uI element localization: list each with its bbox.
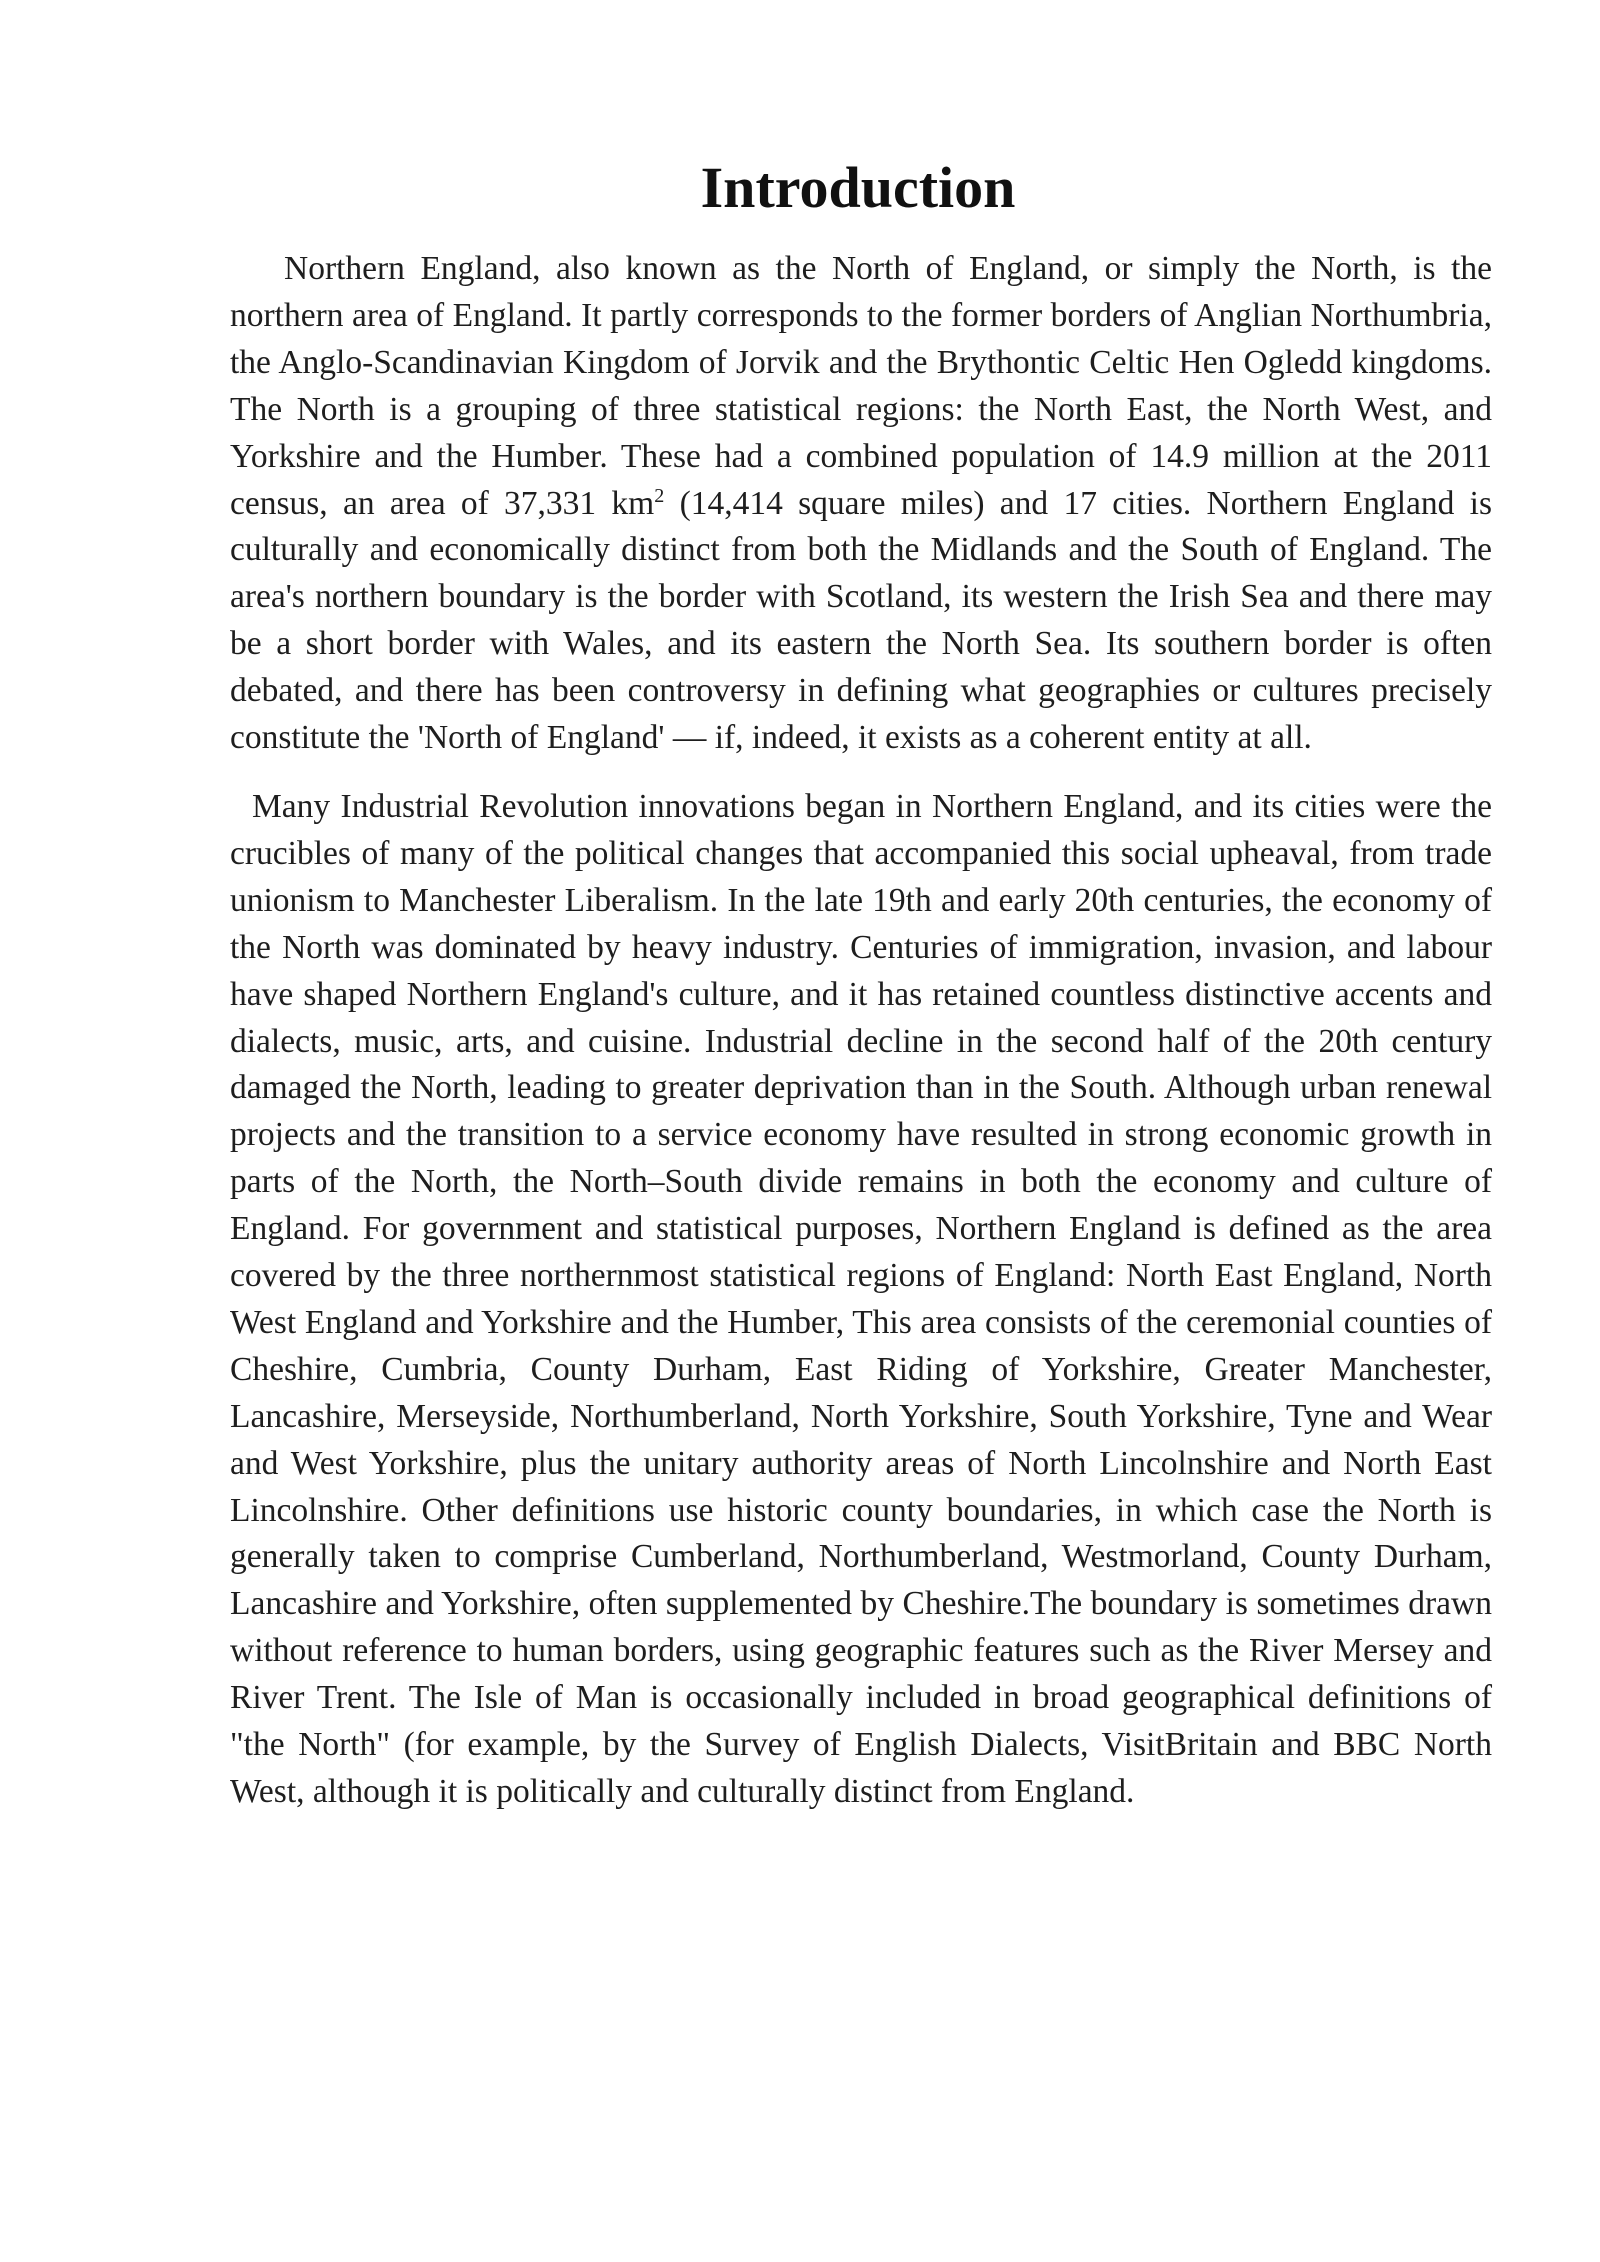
paragraph-1-text-before-superscript: Northern England, also known as the North of England, or simply the North, is the northern area of England. It partly corresponds to the former borders of Anglian Northumbria, the Anglo-Scandinavian Kingdom of Jorvik and the Brythontic Celtic Hen Ogledd kingdoms. The North is a grouping of three statistical regions: the North East, the North West, and Yorkshire and the Humber. These had a combined population of 14.9 million at the 2011 census, an area of 37,331 km [230, 250, 1492, 522]
superscript-squared: 2 [654, 484, 665, 507]
body-text [230, 246, 1492, 1816]
paragraph-1 [230, 246, 1492, 762]
page-title: Introduction [700, 155, 1016, 220]
paragraph-2: Many Industrial Revolution innovations began in Northern England, and its cities were the crucibles of many of the political changes that accompanied this social upheaval, from trade unionism to Manchester Liberalism. In the late 19th and early 20th centuries, the economy of the North was dominated by heavy industry. Centuries of immigration, invasion, and labour have shaped Northern England's culture, and it has retained countless distinctive accents and dialects, music, arts, and cuisine. Industrial decline in the second half of the 20th century damaged the North, leading to greater deprivation than in the South. Although urban renewal projects and the transition to a service economy have resulted in strong economic growth in parts of the North, the North–South divide remains in both the economy and culture of England. For government and statistical purposes, Northern England is defined as the area covered by the three northernmost statistical regions of England: North East England, North West England and Yorkshire and the Humber, This area consists of the ceremonial counties of Cheshire, Cumbria, County Durham, East Riding of Yorkshire, Greater Manchester, Lancashire, Merseyside, Northumberland, North Yorkshire, South Yorkshire, Tyne and Wear and West Yorkshire, plus the unitary authority areas of North Lincolnshire and North East Lincolnshire. Other definitions use historic county boundaries, in which case the North is generally taken to comprise Cumberland, Northumberland, Westmorland, County Durham, Lancashire and Yorkshire, often supplemented by Cheshire.The boundary is sometimes drawn without reference to human borders, using geographic features such as the River Mersey and River Trent. The Isle of Man is occasionally included in broad geographical definitions of "the North" (for example, by the Survey of English Dialects, VisitBritain and BBC North West, although it is politically and culturally distinct from England. [230, 787, 1492, 1810]
paragraph-1-text-after-superscript: (14,414 square miles) and 17 cities. Northern England is culturally and economically distinct from both the Midlands and the South of England. The area's northern boundary is the border with Scotland, its western the Irish Sea and there may be a short border with Wales, and its eastern the North Sea. Its southern border is often debated, and there has been controversy in defining what geographies or cultures precisely constitute the 'North of England' — if, indeed, it exists as a coherent entity at all. [230, 484, 1492, 757]
